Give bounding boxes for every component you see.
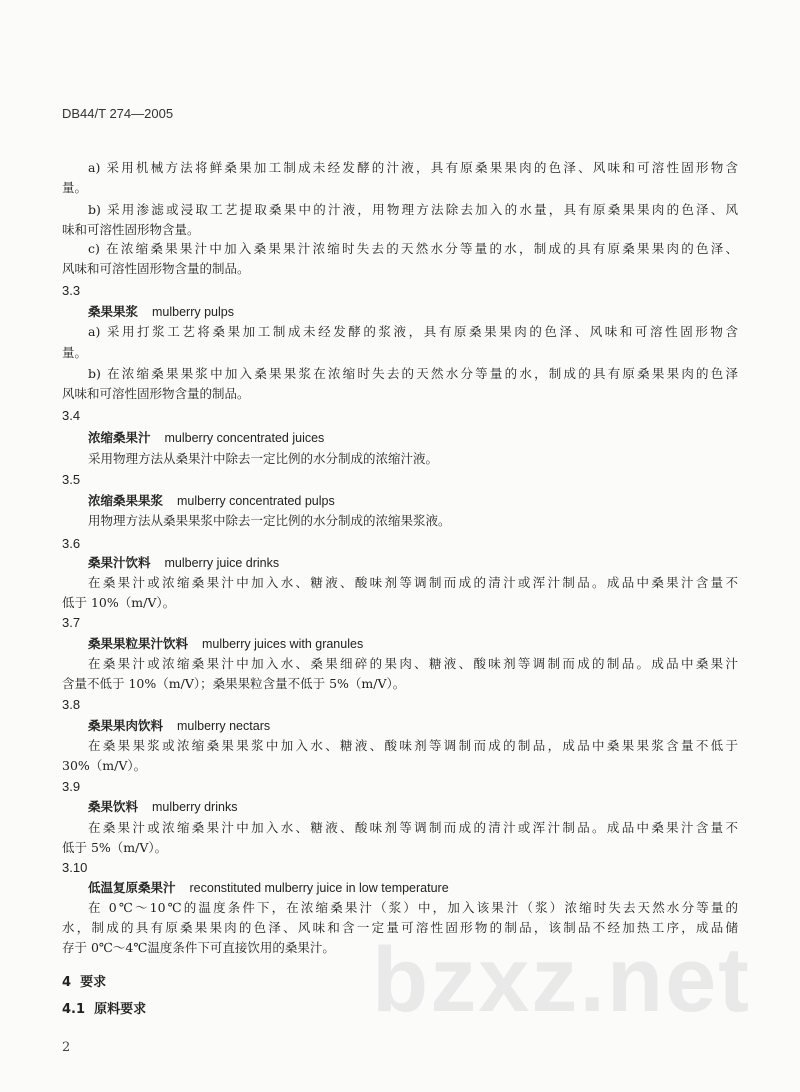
- paragraph-line: 在桑果汁或浓缩桑果汁中加入水、糖液、酸味剂等调制而成的清汁或浑汁制品。成品中桑果汁含量不: [88, 820, 738, 835]
- term-en: mulberry pulps: [152, 305, 234, 319]
- term-heading: [88, 430, 738, 446]
- section-title: 原料要求: [94, 1002, 147, 1017]
- paragraph-line: 低于 10%（m/V）。: [62, 595, 176, 610]
- term-zh: 桑果果浆: [88, 304, 139, 319]
- paragraph-line: b) 采用渗滤或浸取工艺提取桑果中的汁液，用物理方法除去加入的水量，具有原桑果果肉的色泽、风: [88, 202, 738, 217]
- paragraph-line: 用物理方法从桑果果浆中除去一定比例的水分制成的浓缩果浆液。: [88, 513, 451, 528]
- paragraph-line: 水，制成的具有原桑果果肉的色泽、风味和含一定量可溶性固形物的制品，该制品不经加热工序，成品储: [62, 920, 738, 935]
- term-en: mulberry concentrated pulps: [177, 494, 335, 508]
- paragraph-line: 风味和可溶性固形物含量的制品。: [62, 261, 250, 276]
- paragraph-line: 在桑果汁或浓缩桑果汁中加入水、桑果细碎的果肉、糖液、酸味剂等调制而成的制品。成品中桑果汁: [88, 656, 738, 671]
- paragraph-line: 在 0℃～10℃的温度条件下，在浓缩桑果汁（浆）中，加入该果汁（浆）浓缩时失去天然水分等量的: [88, 900, 738, 915]
- term-heading: [88, 799, 738, 815]
- watermark: bzxz.net: [372, 929, 751, 1031]
- term-heading: [88, 880, 738, 896]
- term-en: mulberry drinks: [152, 800, 238, 814]
- paragraph-line: 在桑果果浆或浓缩桑果果浆中加入水、糖液、酸味剂等调制而成的制品，成品中桑果果浆含量不低于: [88, 738, 738, 753]
- paragraph-line: 在桑果汁或浓缩桑果汁中加入水、糖液、酸味剂等调制而成的清汁或浑汁制品。成品中桑果汁含量不: [88, 575, 738, 590]
- term-heading: [88, 304, 738, 320]
- clause-number: 3.3: [62, 283, 81, 298]
- paragraph-line: 含量不低于 10%（m/V）；桑果果粒含量不低于 5%（m/V）。: [62, 676, 406, 691]
- clause-number: 3.6: [62, 536, 81, 551]
- clause-number: 3.4: [62, 408, 81, 423]
- section-title: 要求: [80, 975, 107, 990]
- section-heading-4-1: [62, 1002, 738, 1018]
- paragraph-line: 存于 0℃～4℃温度条件下可直接饮用的桑果汁。: [62, 940, 335, 955]
- paragraph-line: 量。: [62, 180, 88, 195]
- section-number: 4.1: [62, 1002, 86, 1017]
- term-zh: 桑果果肉饮料: [88, 718, 164, 733]
- clause-number: 3.9: [62, 779, 81, 794]
- term-en: mulberry nectars: [177, 719, 271, 733]
- page-number: 2: [62, 1040, 71, 1055]
- term-en: mulberry concentrated juices: [164, 431, 325, 445]
- term-zh: 浓缩桑果汁: [88, 430, 151, 445]
- paragraph-line: 风味和可溶性固形物含量的制品。: [62, 386, 250, 401]
- paragraph-line: 采用物理方法从桑果汁中除去一定比例的水分制成的浓缩汁液。: [88, 451, 439, 466]
- term-heading: [88, 636, 738, 652]
- paragraph-line: a) 采用打浆工艺将桑果加工制成未经发酵的浆液，具有原桑果果肉的色泽、风味和可溶性固形物含: [88, 324, 738, 339]
- term-zh: 桑果饮料: [88, 799, 139, 814]
- paragraph-line: b) 在浓缩桑果果浆中加入桑果果浆在浓缩时失去的天然水分等量的水，制成的具有原桑果果肉的色泽: [88, 366, 738, 381]
- paragraph-line: 30%（m/V）。: [62, 758, 147, 773]
- paragraph-line: a) 采用机械方法将鲜桑果加工制成未经发酵的汁液，具有原桑果果肉的色泽、风味和可溶性固形物含: [88, 160, 738, 175]
- term-zh: 桑果汁饮料: [88, 555, 151, 570]
- term-heading: [88, 555, 738, 571]
- paragraph-line: 量。: [62, 345, 88, 360]
- term-heading: [88, 718, 738, 734]
- clause-number: 3.10: [62, 860, 88, 875]
- term-en: mulberry juice drinks: [164, 556, 280, 570]
- clause-number: 3.5: [62, 472, 81, 487]
- document-code-header: DB44/T 274—2005: [62, 106, 174, 121]
- term-en: reconstituted mulberry juice in low temperature: [189, 881, 449, 895]
- term-en: mulberry juices with granules: [202, 637, 364, 651]
- paragraph-line: 低于 5%（m/V）。: [62, 840, 168, 855]
- section-number: 4: [62, 975, 72, 990]
- clause-number: 3.7: [62, 615, 81, 630]
- paragraph-line: 味和可溶性固形物含量。: [62, 222, 200, 237]
- term-zh: 浓缩桑果果浆: [88, 493, 164, 508]
- term-heading: [88, 493, 738, 509]
- term-zh: 低温复原桑果汁: [88, 880, 176, 895]
- term-zh: 桑果果粒果汁饮料: [88, 636, 189, 651]
- paragraph-line: c) 在浓缩桑果果汁中加入桑果果汁浓缩时失去的天然水分等量的水，制成的具有原桑果果肉的色泽、: [88, 241, 738, 256]
- clause-number: 3.8: [62, 697, 81, 712]
